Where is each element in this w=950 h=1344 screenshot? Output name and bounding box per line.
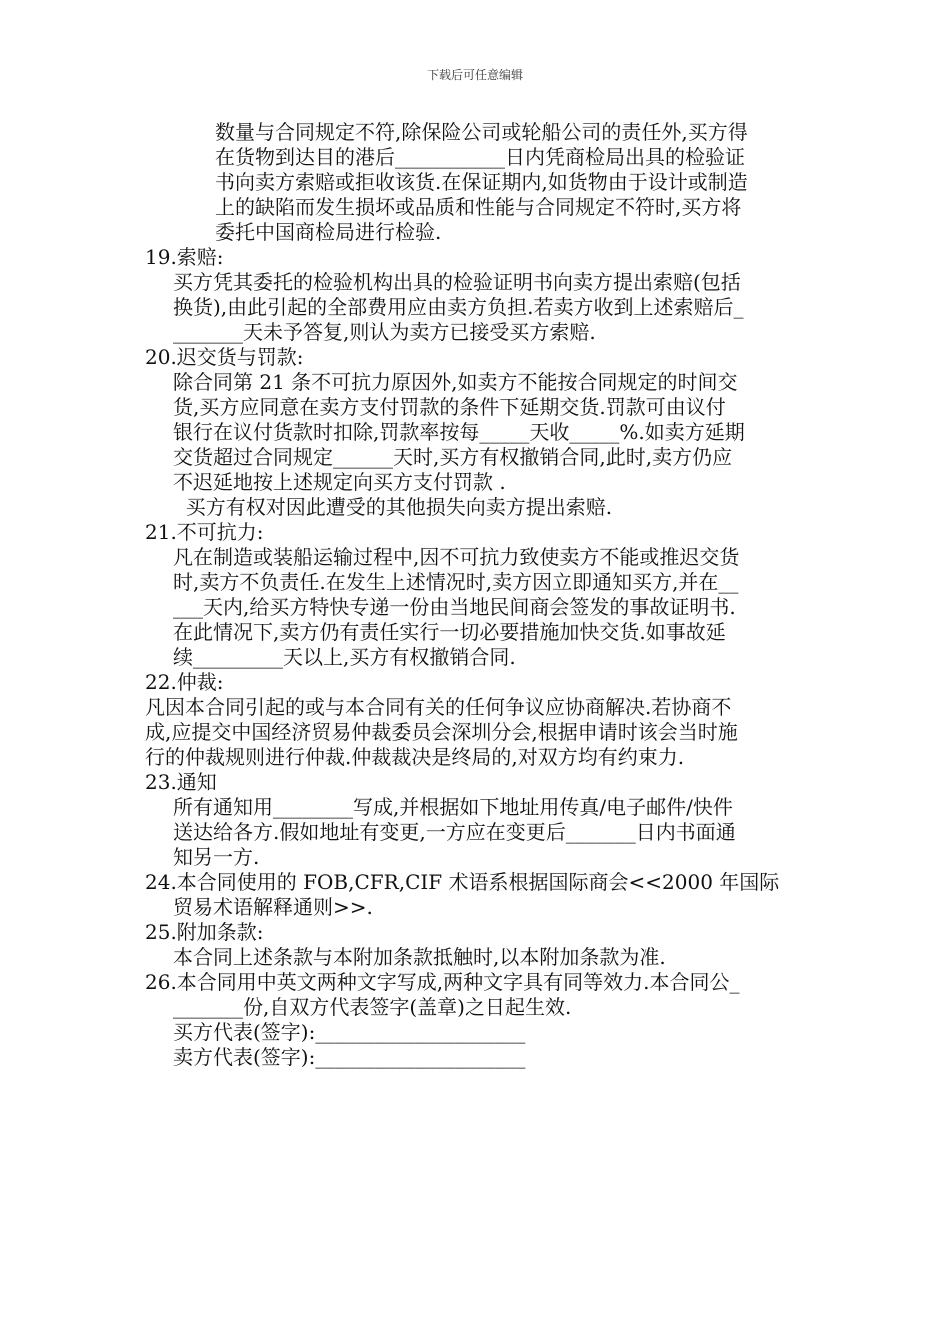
text-line: 换货),由此引起的全部费用应由卖方负担.若卖方收到上述索赔后_ bbox=[173, 295, 744, 319]
text-line: 23.通知 bbox=[145, 770, 217, 794]
text-line: 凡因本合同引起的或与本合同有关的任何争议应协商解决.若协商不 bbox=[145, 695, 732, 719]
text-line: 21.不可抗力: bbox=[145, 520, 264, 544]
clause-paragraph bbox=[145, 895, 810, 920]
text-line: 20.迟交货与罚款: bbox=[145, 345, 304, 369]
text-line: 25.附加条款: bbox=[145, 920, 264, 944]
text-line: 买方代表(签字):_____________________ bbox=[173, 1020, 526, 1044]
clause-paragraph bbox=[145, 995, 810, 1070]
text-line: 卖方代表(签字):_____________________ bbox=[173, 1045, 526, 1069]
text-line: 时,卖方不负责任.在发生上述情况时,卖方因立即通知买方,并在__ bbox=[173, 570, 739, 594]
clause-paragraph bbox=[145, 120, 810, 245]
text-line: 委托中国商检局进行检验. bbox=[215, 220, 442, 244]
text-line: 凡在制造或装船运输过程中,因不可抗力致使卖方不能或推迟交货 bbox=[173, 545, 740, 569]
text-line: 26.本合同用中英文两种文字写成,两种文字具有同等效力.本合同公_ bbox=[145, 970, 740, 994]
document-body bbox=[145, 120, 810, 1070]
section-heading bbox=[145, 870, 810, 895]
text-line: 买方凭其委托的检验机构出具的检验证明书向卖方提出索赔(包括 bbox=[173, 270, 741, 294]
section-heading bbox=[145, 245, 810, 270]
text-line: 除合同第 21 条不可抗力原因外,如卖方不能按合同规定的时间交 bbox=[173, 370, 738, 394]
text-line: 所有通知用________写成,并根据如下地址用传真/电子邮件/快件 bbox=[173, 795, 733, 819]
section-heading bbox=[145, 345, 810, 370]
clause-paragraph bbox=[145, 270, 810, 345]
text-line: 交货超过合同规定______天时,买方有权撤销合同,此时,卖方仍应 bbox=[173, 445, 733, 469]
text-line: _______天未予答复,则认为卖方已接受买方索赔. bbox=[173, 320, 596, 344]
clause-paragraph bbox=[145, 945, 810, 970]
section-heading bbox=[145, 695, 810, 770]
text-line: 19.索赔: bbox=[145, 245, 224, 269]
text-line: 24.本合同使用的 FOB,CFR,CIF 术语系根据国际商会<<2000 年国际 bbox=[145, 870, 780, 894]
text-line: 书向卖方索赔或拒收该货.在保证期内,如货物由于设计或制造 bbox=[215, 170, 748, 194]
text-line: 贸易术语解释通则>>. bbox=[173, 895, 373, 919]
text-line: _______份,自双方代表签字(盖章)之日起生效. bbox=[173, 995, 572, 1019]
clause-paragraph bbox=[145, 370, 810, 520]
text-line: 不迟延地按上述规定向买方支付罚款 . bbox=[173, 470, 506, 494]
section-heading bbox=[145, 670, 810, 695]
text-line: 在此情况下,卖方仍有责任实行一切必要措施加快交货.如事故延 bbox=[173, 620, 726, 644]
section-heading bbox=[145, 770, 810, 795]
text-line: 买方有权对因此遭受的其他损失向卖方提出索赔. bbox=[173, 495, 613, 519]
text-line: 22.仲裁: bbox=[145, 670, 224, 694]
section-heading bbox=[145, 520, 810, 545]
text-line: 货,买方应同意在卖方支付罚款的条件下延期交货.罚款可由议付 bbox=[173, 395, 726, 419]
text-line: 银行在议付货款时扣除,罚款率按每_____天收_____%.如卖方延期 bbox=[173, 420, 745, 444]
text-line: 成,应提交中国经济贸易仲裁委员会深圳分会,根据申请时该会当时施 bbox=[145, 720, 738, 744]
page-header: 下载后可任意编辑 bbox=[426, 68, 523, 82]
text-line: 行的仲裁规则进行仲裁.仲裁裁决是终局的,对双方均有约束力. bbox=[145, 745, 685, 769]
section-heading bbox=[145, 920, 810, 945]
clause-paragraph bbox=[145, 795, 810, 870]
text-line: 在货物到达目的港后___________日内凭商检局出具的检验证 bbox=[215, 145, 745, 169]
text-line: 上的缺陷而发生损坏或品质和性能与合同规定不符时,买方将 bbox=[215, 195, 742, 219]
text-line: 数量与合同规定不符,除保险公司或轮船公司的责任外,买方得 bbox=[215, 120, 748, 144]
text-line: 续_________天以上,买方有权撤销合同. bbox=[173, 645, 516, 669]
text-line: 本合同上述条款与本附加条款抵触时,以本附加条款为准. bbox=[173, 945, 666, 969]
text-line: 知另一方. bbox=[173, 845, 260, 869]
section-heading bbox=[145, 970, 810, 995]
clause-paragraph bbox=[145, 545, 810, 670]
text-line: ___天内,给买方特快专递一份由当地民间商会签发的事故证明书. bbox=[173, 595, 736, 619]
text-line: 送达给各方.假如地址有变更,一方应在变更后_______日内书面通 bbox=[173, 820, 736, 844]
